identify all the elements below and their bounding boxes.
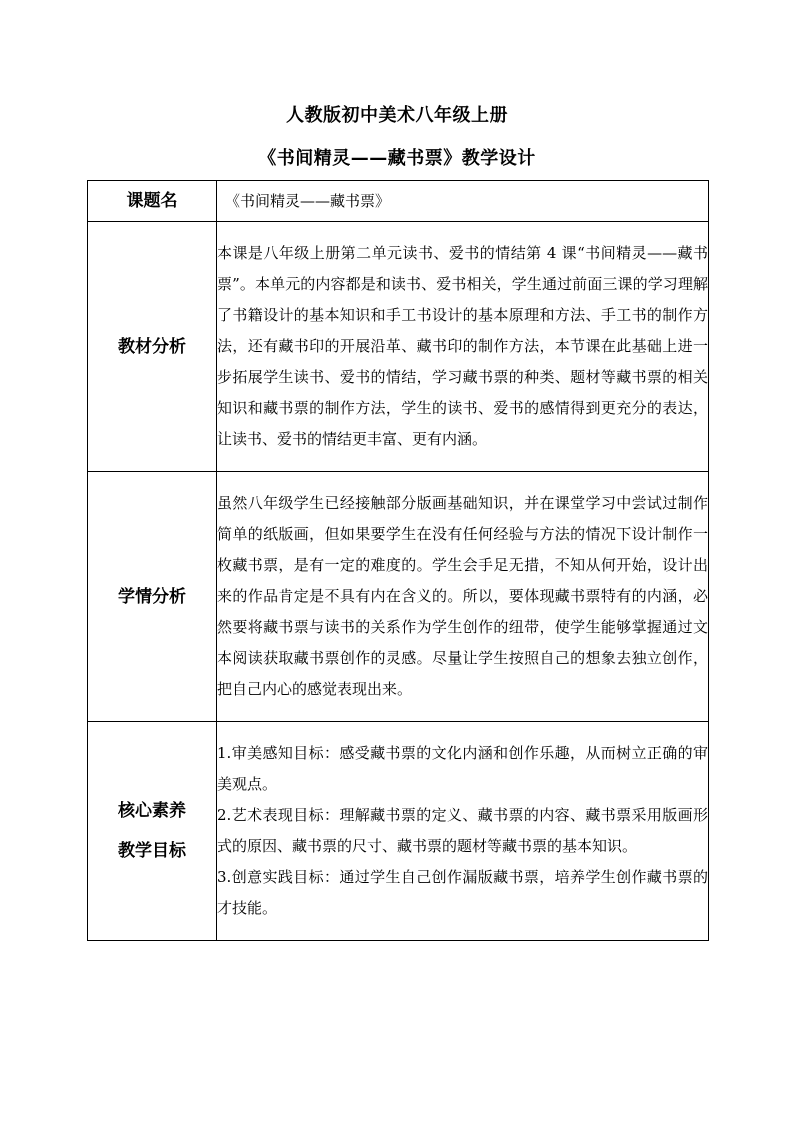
topic-label-cell (88, 181, 217, 222)
student-analysis-content: 虽然八年级学生已经接触部分版画基础知识，并在课堂学习中尝试过制作简单的纸版画，但如果要学生在没有任何经验与方法的情况下设计制作一枚藏书票，是有一定的难度的。学生会手足无措，不知从何开始，设计出来的作品肯定是不具有内在含义的。所以，要体现藏书票特有的内涵，必然要将藏书票与读书的关系作为学生创作的纽带，使学生能够掌握通过文本阅读获取藏书票创作的灵感。尽量让学生按照自己的想象去独立创作，把自己内心的感觉表现出来。 (217, 472, 709, 722)
material-analysis-label-cell (88, 222, 217, 472)
material-analysis-label: 教材分析 (118, 336, 186, 357)
core-goals-content (217, 722, 709, 941)
table-row-core-goals (88, 722, 709, 941)
student-analysis-label: 学情分析 (118, 586, 186, 607)
topic-content: 《书间精灵——藏书票》 (217, 181, 709, 222)
core-goals-label-cell (88, 722, 217, 941)
lesson-title: 《书间精灵——藏书票》教学设计 (258, 148, 536, 169)
goal-aesthetic-perception: 1.审美感知目标：感受藏书票的文化内涵和创作乐趣，从而树立正确的审美观点。 (217, 744, 708, 793)
topic-label: 课题名 (126, 191, 178, 211)
table-row-material-analysis (88, 222, 709, 472)
material-analysis-content: 本课是八年级上册第二单元读书、爱书的情结第 4 课“书间精灵——藏书票”。本单元的内容都是和读书、爱书相关，学生通过前面三课的学习理解了书籍设计的基本知识和手工书设计的基本原理和方法、手工书的制作方法，还有藏书印的开展沿革、藏书印的制作方法，本节课在此基础上进一步拓展学生读书、爱书的情结，学习藏书票的种类、题材等藏书票的相关知识和藏书票的制作方法，学生的读书、爱书的感情得到更充分的表达，让读书、爱书的情结更丰富、更有内涵。 (217, 222, 709, 472)
student-analysis-label-cell (88, 472, 217, 722)
core-literacy-label: 核心素养 (118, 801, 186, 821)
teaching-goals-label: 教学目标 (118, 841, 186, 861)
lesson-plan-table (87, 180, 709, 941)
document-title: 人教版初中美术八年级上册 (286, 105, 508, 126)
goal-creative-practice: 3.创意实践目标：通过学生自己创作漏版藏书票，培养学生创作藏书票的才技能。 (217, 868, 708, 917)
table-row-topic (88, 181, 709, 222)
goal-artistic-expression: 2.艺术表现目标：理解藏书票的定义、藏书票的内容、藏书票采用版画形式的原因、藏书票的尺寸、藏书票的题材等藏书票的基本知识。 (217, 806, 708, 855)
table-row-student-analysis (88, 472, 709, 722)
